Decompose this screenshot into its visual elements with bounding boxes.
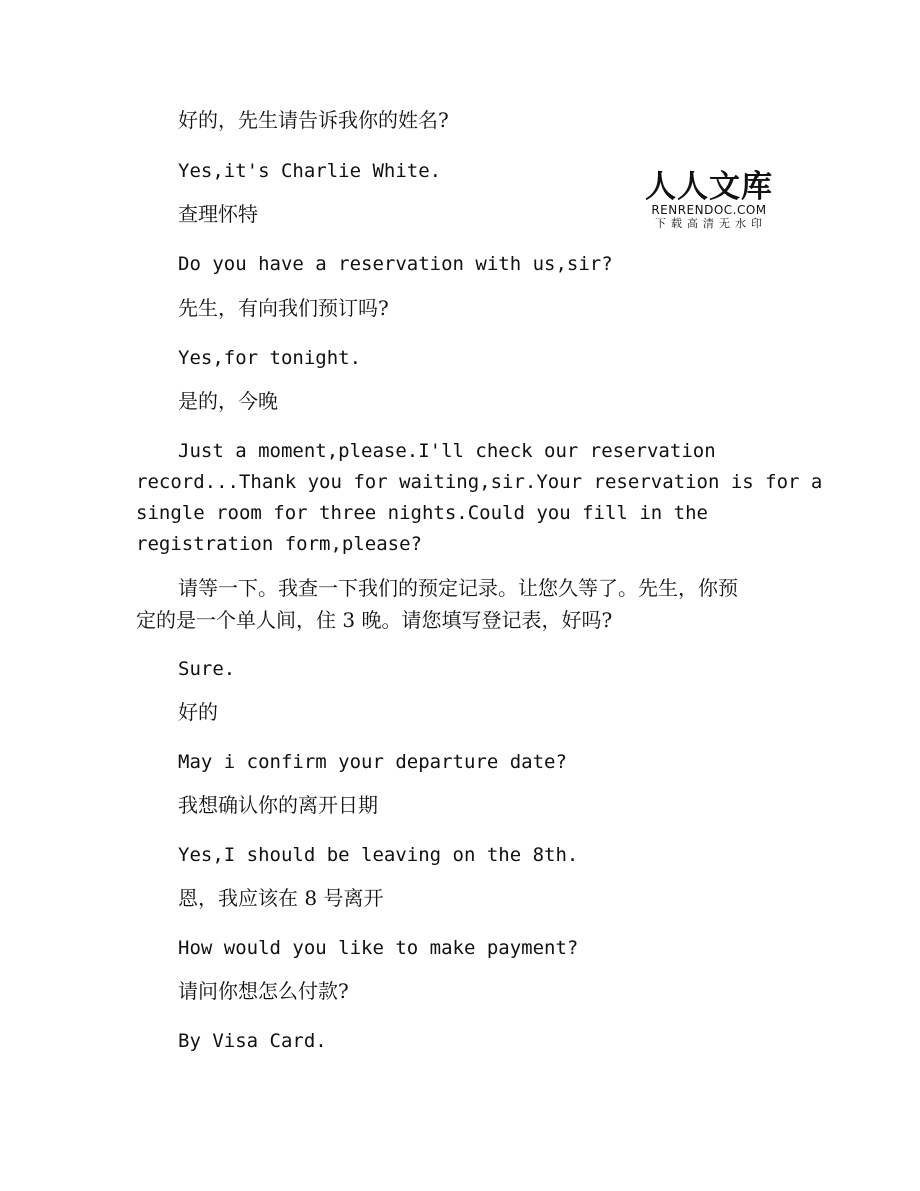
watermark-tagline: 下载高清无水印 [655,217,767,230]
line-english-leaving-8th: Yes,I should be leaving on the 8th. [178,844,579,866]
line-chinese-sure: 好的 [178,700,218,724]
paragraph-line: registration form,please? [136,533,422,555]
paragraph-english-check-reservation [136,436,823,560]
line-english-visa-card: By Visa Card. [178,1030,327,1052]
line-chinese-leaving-8th: 恩，我应该在 8 号离开 [178,886,384,910]
watermark-site: RENRENDOC.COM [651,203,767,217]
watermark-title: 人人文库 [645,169,773,205]
line-english-charlie-white: Yes,it's Charlie White. [178,160,442,182]
line-chinese-reservation-question: 先生，有向我们预订吗? [178,296,389,320]
renrendoc-watermark-logo [645,170,773,232]
paragraph-chinese-check-reservation [136,572,770,636]
line-chinese-payment-question: 请问你想怎么付款? [178,979,349,1003]
paragraph-line-justified [136,467,823,498]
line-chinese-for-tonight: 是的，今晚 [178,389,278,413]
line-chinese-confirm-departure: 我想确认你的离开日期 [178,793,378,817]
line-chinese-charlie-white: 查理怀特 [178,202,258,226]
paragraph-line: single room for three nights.Could you fill in the [136,502,708,524]
paragraph-line: 请等一下。我查一下我们的预定记录。让您久等了。先生，你预 [178,576,738,600]
line-english-reservation-question: Do you have a reservation with us,sir? [178,253,613,275]
line-english-confirm-departure: May i confirm your departure date? [178,751,567,773]
line-english-for-tonight: Yes,for tonight. [178,347,362,369]
line-english-payment-question: How would you like to make payment? [178,937,579,959]
paragraph-line: Just a moment,please.I'll check our reservation [178,440,716,462]
line-english-sure: Sure. [178,658,236,680]
paragraph-line: 定的是一个单人间，住 3 晚。请您填写登记表，好吗? [136,608,613,632]
line-chinese-ask-name: 好的，先生请告诉我你的姓名? [178,108,449,132]
paragraph-line: record...Thank you for waiting,sir.Your reservation is for a [136,471,823,493]
